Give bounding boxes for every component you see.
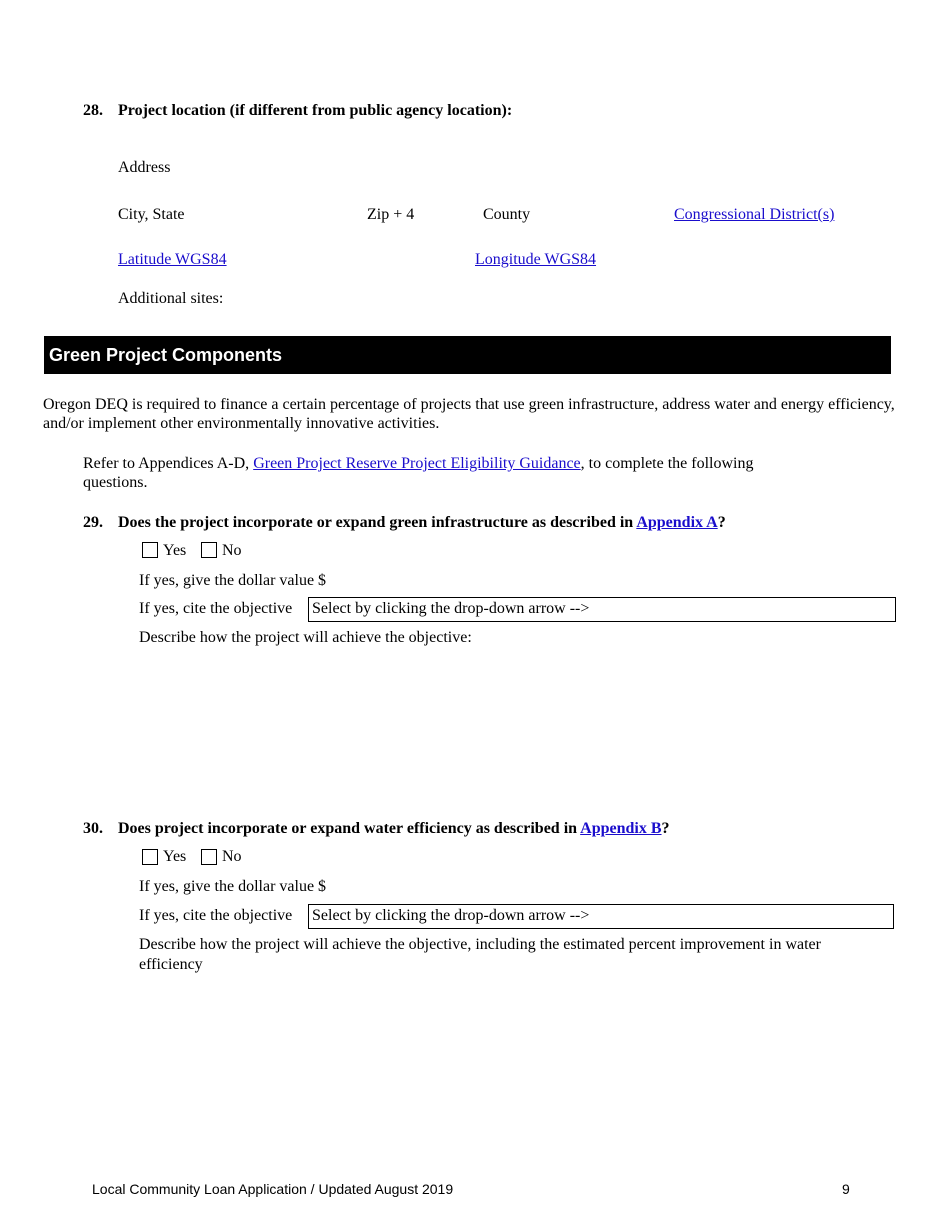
q30-number: 30. <box>83 820 103 837</box>
footer-text: Local Community Loan Application / Updated August 2019 <box>92 1181 454 1197</box>
q30-yes-label: Yes <box>163 848 187 865</box>
refer-prefix: Refer to Appendices A-D, <box>83 455 254 472</box>
q30-question <box>118 819 670 839</box>
q29-dollar-label: If yes, give the dollar value $ <box>139 572 327 589</box>
q28-number: 28. <box>83 102 103 119</box>
congressional-district-link[interactable]: Congressional District(s) <box>674 206 835 223</box>
gpr-guidance-link[interactable]: Green Project Reserve Project Eligibility Guidance <box>253 455 581 472</box>
q29-question-mark: ? <box>717 514 726 531</box>
q30-question-text: Does project incorporate or expand water efficiency as described in <box>118 820 581 837</box>
county-label: County <box>483 206 531 223</box>
longitude-link[interactable]: Longitude WGS84 <box>475 251 597 268</box>
zip-label: Zip + 4 <box>367 206 415 223</box>
q29-number: 29. <box>83 514 103 531</box>
additional-sites-label: Additional sites: <box>118 290 224 307</box>
q29-yes-label: Yes <box>163 542 187 559</box>
q30-objective-select[interactable]: Select by clicking the drop-down arrow --> <box>308 904 894 929</box>
q29-question-text: Does the project incorporate or expand green infrastructure as described in <box>118 514 637 531</box>
q29-objective-label: If yes, cite the objective <box>139 600 293 617</box>
q28-question: Project location (if different from public agency location): <box>118 102 513 119</box>
appendix-a-link[interactable]: Appendix A <box>636 514 718 531</box>
page-number: 9 <box>842 1181 850 1197</box>
q30-no-label: No <box>222 848 242 865</box>
refer-suffix: , to complete the following questions. <box>83 455 754 491</box>
q29-no-checkbox[interactable] <box>201 542 217 558</box>
q29-no-label: No <box>222 542 242 559</box>
refer-paragraph <box>83 454 813 492</box>
q29-yes-checkbox[interactable] <box>142 542 158 558</box>
q29-question <box>118 513 726 533</box>
address-label: Address <box>118 159 171 176</box>
q30-describe-label: Describe how the project will achieve the objective, including the estimated percent improvement in water efficiency <box>139 936 821 973</box>
q29-describe-label: Describe how the project will achieve the objective: <box>139 629 472 646</box>
q30-yes-checkbox[interactable] <box>142 849 158 865</box>
latitude-link[interactable]: Latitude WGS84 <box>118 251 227 268</box>
q30-question-mark: ? <box>661 820 670 837</box>
city-state-label: City, State <box>118 206 185 223</box>
q29-objective-select[interactable]: Select by clicking the drop-down arrow --> <box>308 597 896 622</box>
section-intro: Oregon DEQ is required to finance a certain percentage of projects that use green infrastructure, address water and energy efficiency, and/or implement other environmentally innovative activities. <box>43 396 895 432</box>
q30-no-checkbox[interactable] <box>201 849 217 865</box>
section-header: Green Project Components <box>44 336 891 374</box>
appendix-b-link[interactable]: Appendix B <box>580 820 662 837</box>
q30-dollar-label: If yes, give the dollar value $ <box>139 878 327 895</box>
q30-objective-label: If yes, cite the objective <box>139 907 293 924</box>
